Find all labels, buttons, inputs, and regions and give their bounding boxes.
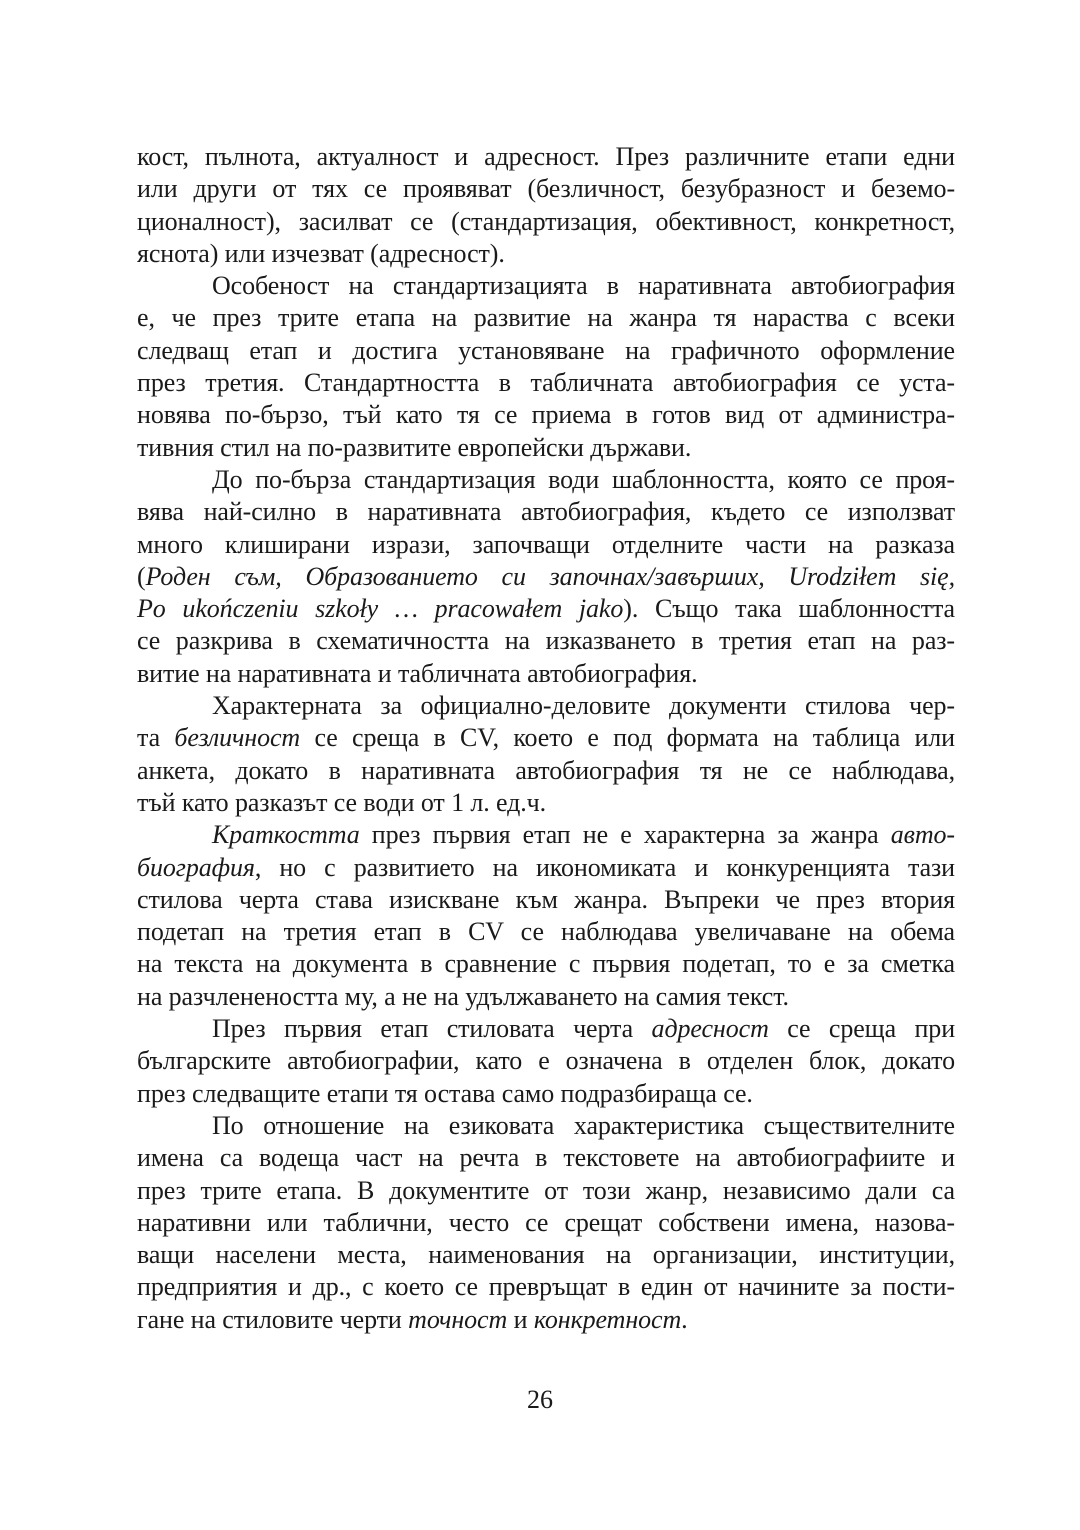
text-run: Особеност на стандартизацията в наративната автобиография — [212, 271, 955, 301]
italic-term: безличност — [174, 723, 301, 753]
italic-term: конкретност — [533, 1304, 682, 1334]
text-run: Характерната за официално-деловите документи стилова чер- — [212, 691, 955, 721]
italic-term: биография — [137, 852, 255, 882]
text-run: През първия етап стиловата черта — [212, 1014, 652, 1044]
italic-term: Краткостта — [212, 820, 360, 850]
text-run: стилова черта става изискване към жанра. Въпреки че през втория — [137, 884, 955, 914]
italic-term: авто- — [890, 820, 955, 850]
text-run: ( — [137, 561, 146, 591]
text-line — [137, 722, 955, 754]
italic-term: адресност — [651, 1014, 769, 1044]
text-run: или други от тях се проявяват (безличност, безубразност и беземо- — [137, 174, 955, 204]
text-run: яснота) или изчезват (адресност). — [137, 238, 505, 268]
text-run: се разкрива в схематичността на изказването в третия етап на раз- — [137, 626, 955, 656]
text-run: вява най-силно в наративната автобиография, където се използват — [137, 497, 955, 527]
text-run: се среща в CV, което е под формата на таблица или — [300, 723, 955, 753]
page-number: 26 — [527, 1385, 553, 1414]
text-line — [137, 916, 955, 948]
text-run: на разчленеността му, а не на удължаването на самия текст. — [137, 981, 789, 1011]
text-line — [137, 625, 955, 657]
text-run: наративни или таблични, често се срещат собствени имена, назова- — [137, 1207, 955, 1237]
italic-term: Po ukończeniu szkoły … pracowałem jako — [137, 594, 624, 624]
page-body — [137, 141, 955, 1336]
text-run: ващи населени места, наименования на организации, институции, — [137, 1240, 955, 1270]
text-line — [137, 1045, 955, 1077]
text-run: По отношение на езиковата характеристика съществителните — [212, 1110, 955, 1140]
italic-term: Роден съм, Образованието си започнах/завърших, Urodziłem się, — [145, 561, 955, 591]
text-line — [137, 1271, 955, 1303]
paragraph — [137, 1110, 955, 1336]
text-line — [137, 206, 955, 238]
text-line — [137, 819, 955, 851]
text-line — [137, 690, 955, 722]
paragraph — [137, 1013, 955, 1110]
text-line — [137, 238, 955, 270]
text-line — [137, 1013, 955, 1045]
text-line — [137, 1110, 955, 1142]
text-line — [137, 981, 955, 1013]
text-line — [137, 335, 955, 367]
text-run: ционалност), засилват се (стандартизация, обективност, конкретност, — [137, 206, 955, 236]
text-line — [137, 1078, 955, 1110]
text-line — [137, 432, 955, 464]
text-run: през следващите етапи тя остава само подразбираща се. — [137, 1078, 753, 1108]
text-run: се среща при — [768, 1014, 956, 1044]
text-run: , но с развитието на икономиката и конкуренцията тази — [254, 852, 955, 882]
text-run: анкета, докато в наративната автобиография тя не се наблюдава, — [137, 755, 955, 785]
text-run: витие на наративната и табличната автобиография. — [137, 658, 698, 688]
paragraph — [137, 819, 955, 1013]
text-line — [137, 1304, 955, 1336]
text-run: на текста на документа в сравнение с първия подетап, то е за сметка — [137, 949, 955, 979]
text-run: тъй като разказът се води от 1 л. ед.ч. — [137, 787, 547, 817]
text-line — [137, 302, 955, 334]
text-run: през третия. Стандартността в табличната автобиография се уста- — [137, 368, 955, 398]
text-run: е, че през трите етапа на развитие на жанра тя нараства с всеки — [137, 303, 955, 333]
text-run: подетап на третия етап в CV се наблюдава увеличаване на обема — [137, 917, 955, 947]
text-line — [137, 399, 955, 431]
text-run: много клиширани изрази, започващи отделните части на разказа — [137, 529, 955, 559]
text-line — [137, 561, 955, 593]
text-line — [137, 948, 955, 980]
text-line — [137, 496, 955, 528]
text-line — [137, 367, 955, 399]
text-run: ). Също така шаблонността — [623, 594, 955, 624]
text-line — [137, 1175, 955, 1207]
paragraph — [137, 464, 955, 690]
text-line — [137, 1207, 955, 1239]
italic-term: точност — [408, 1304, 508, 1334]
text-run: и — [507, 1304, 534, 1334]
text-run: До по-бърза стандартизация води шаблонността, която се проя- — [212, 464, 955, 494]
text-line — [137, 658, 955, 690]
text-run: новява по-бързо, тъй като тя се приема в готов вид от администра- — [137, 400, 955, 430]
text-run: та — [137, 723, 175, 753]
paragraph — [137, 690, 955, 819]
text-run: тивния стил на по-развитите европейски държави. — [137, 432, 692, 462]
text-line — [137, 464, 955, 496]
text-line — [137, 141, 955, 173]
text-run: . — [681, 1304, 688, 1334]
paragraph — [137, 270, 955, 464]
text-line — [137, 1142, 955, 1174]
paragraph — [137, 141, 955, 270]
text-line — [137, 593, 955, 625]
text-run: кост, пълнота, актуалност и адресност. През различните етапи едни — [137, 142, 955, 171]
text-line — [137, 852, 955, 884]
text-line — [137, 1239, 955, 1271]
text-run: имена са водеща част на речта в текстовете на автобиографиите и — [137, 1143, 955, 1173]
text-run: следващ етап и достига установяване на графичното оформление — [137, 335, 955, 365]
text-line — [137, 270, 955, 302]
text-run: през трите етапа. В документите от този жанр, независимо дали са — [137, 1175, 955, 1205]
text-run: през първия етап не е характерна за жанра — [359, 820, 891, 850]
text-line — [137, 529, 955, 561]
text-line — [137, 173, 955, 205]
text-line — [137, 787, 955, 819]
text-run: българските автобиографии, като е означена в отделен блок, докато — [137, 1046, 955, 1076]
text-line — [137, 755, 955, 787]
text-line — [137, 884, 955, 916]
text-run: гане на стиловите черти — [137, 1304, 409, 1334]
text-run: предприятия и др., с което се превръщат в един от начините за пости- — [137, 1272, 955, 1302]
